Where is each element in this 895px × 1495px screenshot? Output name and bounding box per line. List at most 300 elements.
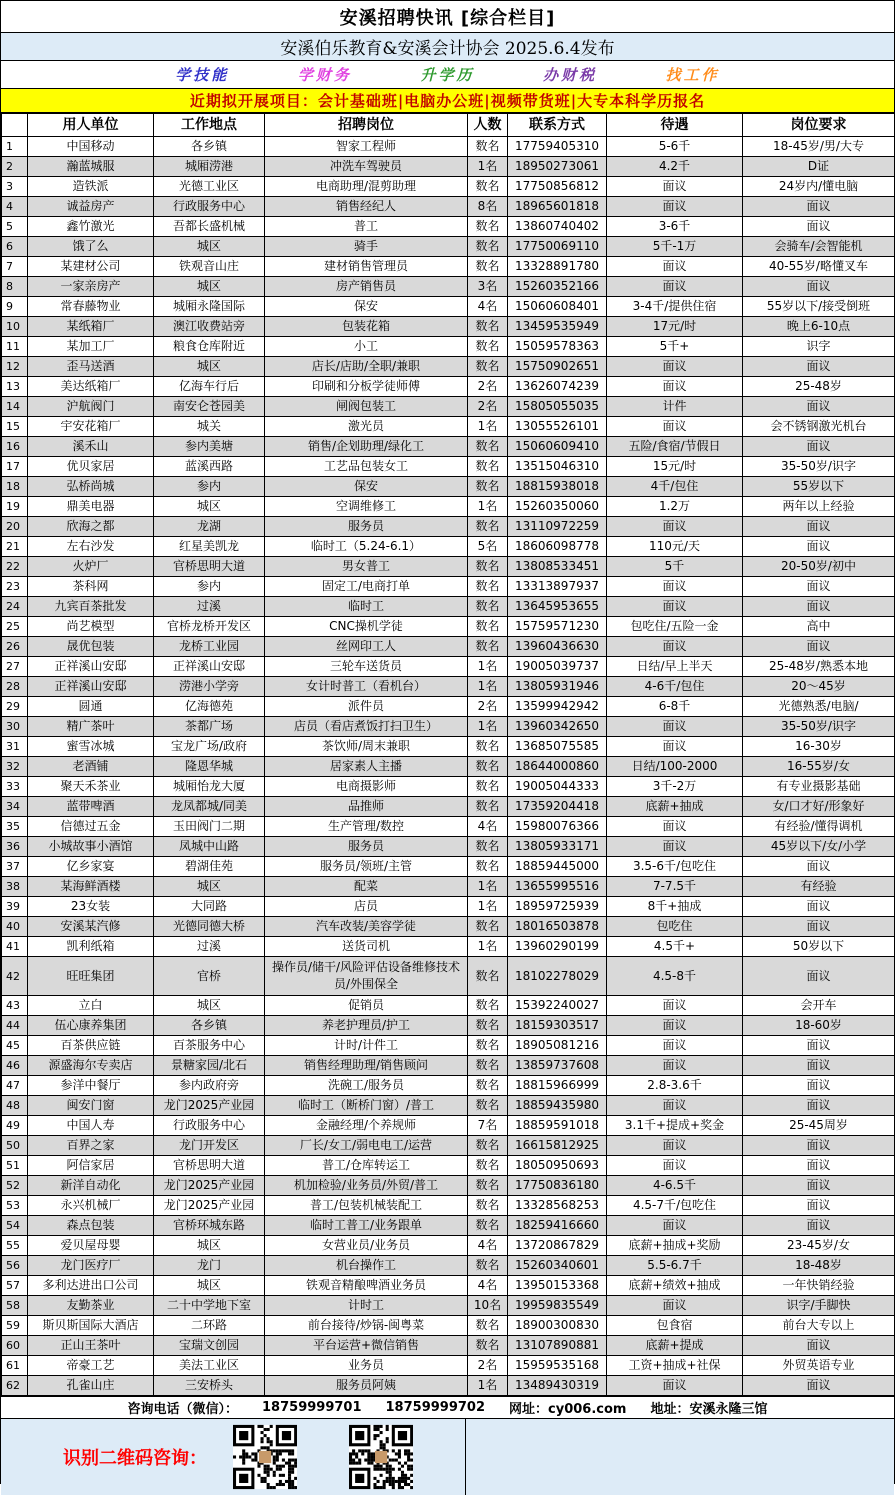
requirement-cell: 面议 [743, 577, 895, 597]
location-cell: 城区 [154, 1236, 265, 1256]
table-row [2, 437, 895, 457]
employer-cell: 优贝家居 [28, 457, 154, 477]
phone-cell: 18815938018 [508, 477, 607, 497]
row-number: 20 [2, 517, 28, 537]
headcount-cell: 1名 [468, 717, 508, 737]
headcount-cell: 数名 [468, 1176, 508, 1196]
employer-cell: 正祥溪山安邸 [28, 657, 154, 677]
employer-cell: 歪马送酒 [28, 357, 154, 377]
requirement-cell: 面议 [743, 1136, 895, 1156]
table-row [2, 457, 895, 477]
headcount-cell: 数名 [468, 577, 508, 597]
location-cell: 南安仑苍园美 [154, 397, 265, 417]
salary-cell: 面议 [607, 417, 743, 437]
phone-cell: 15750902651 [508, 357, 607, 377]
table-row [2, 877, 895, 897]
location-cell: 官桥思明大道 [154, 557, 265, 577]
phone-cell: 13685075585 [508, 737, 607, 757]
position-cell: 丝网印工人 [265, 637, 468, 657]
position-cell: 店员 [265, 897, 468, 917]
requirement-cell: 面议 [743, 357, 895, 377]
location-cell: 过溪 [154, 597, 265, 617]
position-cell: 电商助理/混剪助理 [265, 177, 468, 197]
position-cell: 临时工（5.24-6.1） [265, 537, 468, 557]
employer-cell: 尚艺模型 [28, 617, 154, 637]
employer-cell: 永兴机械厂 [28, 1196, 154, 1216]
headcount-cell: 4名 [468, 1236, 508, 1256]
location-cell: 各乡镇 [154, 137, 265, 157]
salary-cell: 工资+抽成+社保 [607, 1356, 743, 1376]
table-row [2, 857, 895, 877]
employer-cell: 百茶供应链 [28, 1036, 154, 1056]
headcount-cell: 1名 [468, 1376, 508, 1396]
position-cell: 销售/企划助理/绿化工 [265, 437, 468, 457]
phone-cell: 18950273061 [508, 157, 607, 177]
salary-cell: 3-4千/提供住宿 [607, 297, 743, 317]
position-cell: 服务员 [265, 517, 468, 537]
phone-1: 18759999701 [262, 1400, 362, 1415]
salary-cell: 4.5-7千/包吃住 [607, 1196, 743, 1216]
position-cell: 铁观音精酿啤酒业务员 [265, 1276, 468, 1296]
requirement-cell: 前台大专以上 [743, 1316, 895, 1336]
qr-code-1-icon[interactable] [233, 1422, 297, 1492]
employer-cell: 蓝带啤酒 [28, 797, 154, 817]
employer-cell: 23女装 [28, 897, 154, 917]
phone-cell: 15060609410 [508, 437, 607, 457]
position-cell: 闸阀包装工 [265, 397, 468, 417]
requirement-cell: 光德熟悉/电脑/ [743, 697, 895, 717]
requirement-cell: D证 [743, 157, 895, 177]
position-cell: 临时工普工/业务跟单 [265, 1216, 468, 1236]
row-number: 14 [2, 397, 28, 417]
position-cell: 销售经理助理/销售顾问 [265, 1056, 468, 1076]
salary-cell: 4-6千/包住 [607, 677, 743, 697]
table-row [2, 817, 895, 837]
requirement-cell: 16-30岁 [743, 737, 895, 757]
phone-cell: 19959835549 [508, 1296, 607, 1316]
location-cell: 城区 [154, 877, 265, 897]
table-row [2, 417, 895, 437]
phone-cell: 18259416660 [508, 1216, 607, 1236]
requirement-cell: 25-48岁/熟悉本地 [743, 657, 895, 677]
salary-cell: 面议 [607, 597, 743, 617]
headcount-cell: 数名 [468, 1196, 508, 1216]
salary-cell: 面议 [607, 1056, 743, 1076]
requirement-cell: 面议 [743, 437, 895, 457]
salary-cell: 底薪+绩效+抽成 [607, 1276, 743, 1296]
employer-cell: 蜜雪冰城 [28, 737, 154, 757]
salary-cell: 底薪+抽成+奖励 [607, 1236, 743, 1256]
phone-cell: 19005044333 [508, 777, 607, 797]
employer-cell: 九宾百茶批发 [28, 597, 154, 617]
location-cell: 铁观音山庄 [154, 257, 265, 277]
location-cell: 隆恩华城 [154, 757, 265, 777]
table-row [2, 237, 895, 257]
table-row [2, 777, 895, 797]
phone-cell: 17759405310 [508, 137, 607, 157]
location-cell: 城区 [154, 497, 265, 517]
salary-cell: 5千+ [607, 337, 743, 357]
phone-cell: 19005039737 [508, 657, 607, 677]
position-cell: 女营业员/业务员 [265, 1236, 468, 1256]
headcount-cell: 数名 [468, 357, 508, 377]
position-cell: 洗碗工/服务员 [265, 1076, 468, 1096]
salary-cell: 面议 [607, 197, 743, 217]
requirement-cell: 有经验 [743, 877, 895, 897]
salary-cell: 计件 [607, 397, 743, 417]
row-number: 42 [2, 957, 28, 996]
headcount-cell: 数名 [468, 1076, 508, 1096]
employer-cell: 中国移动 [28, 137, 154, 157]
salary-cell: 110元/天 [607, 537, 743, 557]
position-cell: 派件员 [265, 697, 468, 717]
table-row [2, 757, 895, 777]
requirement-cell: 55岁以下 [743, 477, 895, 497]
headcount-cell: 数名 [468, 437, 508, 457]
salary-cell: 面议 [607, 637, 743, 657]
phone-cell: 13859737608 [508, 1056, 607, 1076]
website: 网址：cy006.com [509, 1402, 627, 1417]
employer-cell: 晟优包装 [28, 637, 154, 657]
phone-cell: 13107890881 [508, 1336, 607, 1356]
requirement-cell: 35-50岁/识字 [743, 457, 895, 477]
employer-cell: 美达纸箱厂 [28, 377, 154, 397]
row-number: 40 [2, 917, 28, 937]
column-header: 工作地点 [154, 114, 265, 137]
position-cell: 服务员阿姨 [265, 1376, 468, 1396]
headcount-cell: 数名 [468, 1156, 508, 1176]
salary-cell: 2.8-3.6千 [607, 1076, 743, 1096]
row-number: 62 [2, 1376, 28, 1396]
salary-cell: 3.5-6千/包吃住 [607, 857, 743, 877]
requirement-cell: 一年快销经验 [743, 1276, 895, 1296]
location-cell: 光德工业区 [154, 177, 265, 197]
row-number: 8 [2, 277, 28, 297]
phone-cell: 17359204418 [508, 797, 607, 817]
location-cell: 参内政府旁 [154, 1076, 265, 1096]
row-number: 10 [2, 317, 28, 337]
headcount-cell: 3名 [468, 277, 508, 297]
consult-label: 咨询电话（微信）： [127, 1402, 239, 1417]
requirement-cell: 会开车 [743, 996, 895, 1016]
position-cell: 男女普工 [265, 557, 468, 577]
requirement-cell: 面议 [743, 1376, 895, 1396]
employer-cell: 伍心康养集团 [28, 1016, 154, 1036]
location-cell: 官桥龙桥开发区 [154, 617, 265, 637]
location-cell: 亿海车行后 [154, 377, 265, 397]
position-cell: 生产管理/数控 [265, 817, 468, 837]
employer-cell: 鼎美电器 [28, 497, 154, 517]
salary-cell: 5千 [607, 557, 743, 577]
employer-cell: 小城故事小酒馆 [28, 837, 154, 857]
phone-cell: 18016503878 [508, 917, 607, 937]
headcount-cell: 1名 [468, 897, 508, 917]
salary-cell: 面议 [607, 717, 743, 737]
employer-cell: 立白 [28, 996, 154, 1016]
employer-cell: 多利达进出口公司 [28, 1276, 154, 1296]
table-row [2, 1336, 895, 1356]
requirement-cell: 面议 [743, 1156, 895, 1176]
table-row [2, 1216, 895, 1236]
location-cell: 龙门2025产业园 [154, 1176, 265, 1196]
location-cell: 三安桥头 [154, 1376, 265, 1396]
salary-cell: 7-7.5千 [607, 877, 743, 897]
phone-2: 18759999702 [385, 1400, 486, 1415]
row-number: 16 [2, 437, 28, 457]
table-row [2, 497, 895, 517]
position-cell: 店员（看店煮饭打扫卫生） [265, 717, 468, 737]
requirement-cell: 面议 [743, 917, 895, 937]
table-row [2, 1236, 895, 1256]
headcount-cell: 5名 [468, 537, 508, 557]
location-cell: 凤城中山路 [154, 837, 265, 857]
employer-cell: 爱贝屋母婴 [28, 1236, 154, 1256]
salary-cell: 面议 [607, 837, 743, 857]
row-number: 5 [2, 217, 28, 237]
phone-cell: 18859435980 [508, 1096, 607, 1116]
requirement-cell: 晚上6-10点 [743, 317, 895, 337]
employer-cell: 友勤茶业 [28, 1296, 154, 1316]
location-cell: 涝港小学旁 [154, 677, 265, 697]
requirement-cell: 面议 [743, 897, 895, 917]
row-number: 53 [2, 1196, 28, 1216]
location-cell: 城区 [154, 237, 265, 257]
headcount-cell: 数名 [468, 1316, 508, 1336]
headcount-cell: 数名 [468, 1056, 508, 1076]
salary-cell: 面议 [607, 1156, 743, 1176]
location-cell: 宝龙广场/政府 [154, 737, 265, 757]
phone-cell: 13655995516 [508, 877, 607, 897]
employer-cell: 亿乡家宴 [28, 857, 154, 877]
table-row [2, 377, 895, 397]
salary-cell: 面议 [607, 577, 743, 597]
table-row [2, 477, 895, 497]
row-number: 12 [2, 357, 28, 377]
position-cell: 促销员 [265, 996, 468, 1016]
table-row [2, 397, 895, 417]
requirement-cell: 面议 [743, 517, 895, 537]
phone-cell: 18959725939 [508, 897, 607, 917]
phone-cell: 13950153368 [508, 1276, 607, 1296]
phone-cell: 17750856812 [508, 177, 607, 197]
column-header: 联系方式 [508, 114, 607, 137]
headcount-cell: 数名 [468, 857, 508, 877]
requirement-cell: 20-50岁/初中 [743, 557, 895, 577]
table-row [2, 617, 895, 637]
salary-cell: 面议 [607, 377, 743, 397]
location-cell: 百茶服务中心 [154, 1036, 265, 1056]
employer-cell: 饿了么 [28, 237, 154, 257]
employer-cell: 茶科网 [28, 577, 154, 597]
salary-cell: 日结/100-2000 [607, 757, 743, 777]
position-cell: 固定工/电商打单 [265, 577, 468, 597]
requirement-cell: 45岁以下/女/小学 [743, 837, 895, 857]
position-cell: 配菜 [265, 877, 468, 897]
phone-cell: 15260352166 [508, 277, 607, 297]
location-cell: 城区 [154, 277, 265, 297]
requirement-cell: 面议 [743, 857, 895, 877]
requirement-cell: 面议 [743, 957, 895, 996]
salary-cell: 日结/早上半天 [607, 657, 743, 677]
requirement-cell: 面议 [743, 1196, 895, 1216]
position-cell: 业务员 [265, 1356, 468, 1376]
position-cell: 激光员 [265, 417, 468, 437]
table-row [2, 257, 895, 277]
headcount-cell: 8名 [468, 197, 508, 217]
employer-cell: 聚天禾茶业 [28, 777, 154, 797]
location-cell: 宝瑞文创园 [154, 1336, 265, 1356]
table-row [2, 697, 895, 717]
headcount-cell: 数名 [468, 917, 508, 937]
employer-cell: 瀚蓝城服 [28, 157, 154, 177]
phone-cell: 16615812925 [508, 1136, 607, 1156]
requirement-cell: 面议 [743, 217, 895, 237]
row-number: 22 [2, 557, 28, 577]
location-cell: 过溪 [154, 937, 265, 957]
table-row [2, 157, 895, 177]
position-cell: 电商摄影师 [265, 777, 468, 797]
row-number: 21 [2, 537, 28, 557]
requirement-cell: 面议 [743, 1076, 895, 1096]
column-header [2, 114, 28, 137]
employer-cell: 凯利纸箱 [28, 937, 154, 957]
location-cell: 龙门2025产业园 [154, 1096, 265, 1116]
position-cell: 汽车改装/美容学徒 [265, 917, 468, 937]
phone-cell: 18050950693 [508, 1156, 607, 1176]
table-row [2, 1356, 895, 1376]
headcount-cell: 10名 [468, 1296, 508, 1316]
requirement-cell: 面议 [743, 1216, 895, 1236]
table-row [2, 317, 895, 337]
employer-cell: 常春藤物业 [28, 297, 154, 317]
table-row [2, 357, 895, 377]
position-cell: 智家工程师 [265, 137, 468, 157]
phone-cell: 15392240027 [508, 996, 607, 1016]
position-cell: 店长/店助/全职/兼职 [265, 357, 468, 377]
salary-cell: 5.5-6.7千 [607, 1256, 743, 1276]
location-cell: 龙门2025产业园 [154, 1196, 265, 1216]
location-cell: 美法工业区 [154, 1356, 265, 1376]
row-number: 33 [2, 777, 28, 797]
employer-cell: 弘桥尚城 [28, 477, 154, 497]
employer-cell: 帝豪工艺 [28, 1356, 154, 1376]
phone-cell: 13055526101 [508, 417, 607, 437]
position-cell: 送货司机 [265, 937, 468, 957]
requirement-cell: 40-55岁/略懂叉车 [743, 257, 895, 277]
salary-cell: 包吃住/五险一金 [607, 617, 743, 637]
position-cell: 保安 [265, 477, 468, 497]
requirement-cell: 55岁以下/接受倒班 [743, 297, 895, 317]
location-cell: 龙门开发区 [154, 1136, 265, 1156]
contact-line [1, 1396, 894, 1418]
position-cell: 计时/计件工 [265, 1036, 468, 1056]
salary-cell: 15元/时 [607, 457, 743, 477]
row-number: 55 [2, 1236, 28, 1256]
position-cell: 临时工（断桥门窗）/普工 [265, 1096, 468, 1116]
table-row [2, 597, 895, 617]
phone-cell: 13459535949 [508, 317, 607, 337]
table-row [2, 1076, 895, 1096]
position-cell: CNC操机学徒 [265, 617, 468, 637]
phone-cell: 18859445000 [508, 857, 607, 877]
employer-cell: 某纸箱厂 [28, 317, 154, 337]
headcount-cell: 4名 [468, 297, 508, 317]
location-cell: 茶都广场 [154, 717, 265, 737]
category-link: 学财务 [297, 66, 352, 84]
column-header: 招聘岗位 [265, 114, 468, 137]
headcount-cell: 2名 [468, 697, 508, 717]
requirement-cell: 有专业摄影基础 [743, 777, 895, 797]
column-header: 待遇 [607, 114, 743, 137]
phone-cell: 13626074239 [508, 377, 607, 397]
headcount-cell: 数名 [468, 617, 508, 637]
location-cell: 龙凤都城/同美 [154, 797, 265, 817]
table-row [2, 1256, 895, 1276]
salary-cell: 面议 [607, 1096, 743, 1116]
salary-cell: 面议 [607, 357, 743, 377]
row-number: 25 [2, 617, 28, 637]
location-cell: 玉田阀门二期 [154, 817, 265, 837]
row-number: 44 [2, 1016, 28, 1036]
category-link: 升学历 [420, 66, 475, 84]
headcount-cell: 数名 [468, 477, 508, 497]
location-cell: 红星美凯龙 [154, 537, 265, 557]
location-cell: 城厢涝港 [154, 157, 265, 177]
qr-code-2-icon[interactable] [349, 1422, 413, 1492]
row-number: 51 [2, 1156, 28, 1176]
headcount-cell: 1名 [468, 877, 508, 897]
requirement-cell: 会不锈钢激光机台 [743, 417, 895, 437]
headcount-cell: 数名 [468, 797, 508, 817]
table-row [2, 717, 895, 737]
table-row [2, 737, 895, 757]
phone-cell: 17750069110 [508, 237, 607, 257]
phone-cell: 18965601818 [508, 197, 607, 217]
headcount-cell: 4名 [468, 1276, 508, 1296]
phone-cell: 18102278029 [508, 957, 607, 996]
salary-cell: 包食宿 [607, 1316, 743, 1336]
requirement-cell: 18-45岁/男/大专 [743, 137, 895, 157]
phone-cell: 18606098778 [508, 537, 607, 557]
employer-cell: 龙门医疗厂 [28, 1256, 154, 1276]
position-cell: 居家素人主播 [265, 757, 468, 777]
headcount-cell: 数名 [468, 737, 508, 757]
salary-cell: 4.5千+ [607, 937, 743, 957]
row-number: 54 [2, 1216, 28, 1236]
row-number: 7 [2, 257, 28, 277]
requirement-cell: 25-45周岁 [743, 1116, 895, 1136]
row-number: 35 [2, 817, 28, 837]
table-row [2, 1156, 895, 1176]
row-number: 45 [2, 1036, 28, 1056]
row-number: 6 [2, 237, 28, 257]
location-cell: 官桥思明大道 [154, 1156, 265, 1176]
row-number: 26 [2, 637, 28, 657]
row-number: 46 [2, 1056, 28, 1076]
headcount-cell: 2名 [468, 1356, 508, 1376]
headcount-cell: 数名 [468, 217, 508, 237]
headcount-cell: 数名 [468, 177, 508, 197]
table-row [2, 1016, 895, 1036]
location-cell: 蓝溪西路 [154, 457, 265, 477]
row-number: 57 [2, 1276, 28, 1296]
headcount-cell: 2名 [468, 397, 508, 417]
headcount-cell: 数名 [468, 757, 508, 777]
employer-cell: 圆通 [28, 697, 154, 717]
table-row [2, 277, 895, 297]
employer-cell: 正山王茶叶 [28, 1336, 154, 1356]
row-number: 52 [2, 1176, 28, 1196]
